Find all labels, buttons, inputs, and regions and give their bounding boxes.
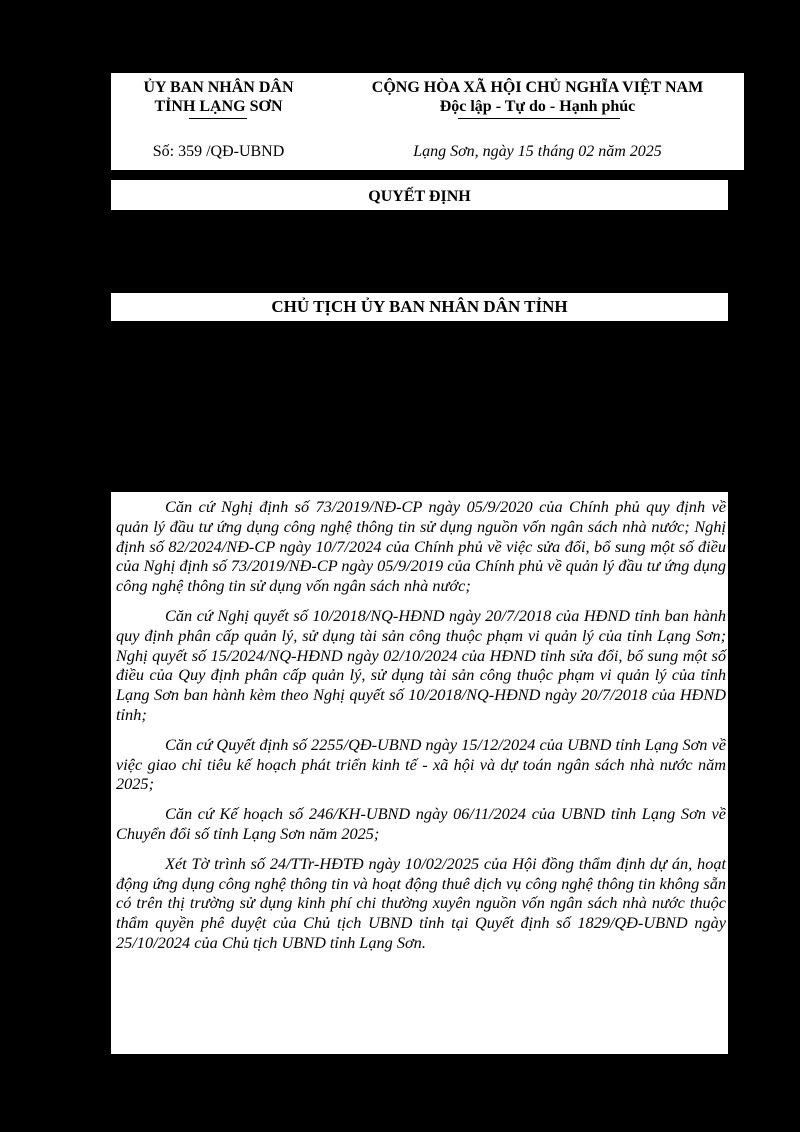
national-title: CỘNG HÒA XÃ HỘI CHỦ NGHĨA VIỆT NAM [371, 79, 704, 96]
legal-basis-paragraph: Xét Tờ trình số 24/TTr-HĐTĐ ngày 10/02/2025 của Hội đồng thẩm định dự án, hoạt động ứng dụng công nghệ thông tin và hoạt động thuê dịch vụ công nghệ thông tin không sẵn có trên thị trường sử dụng kinh phí chi thường xuyên nguồn vốn ngân sách nhà nước thuộc thẩm quyền phê duyệt của Chủ tịch UBND tỉnh tại Quyết định số 1829/QĐ-UBND ngày 25/10/2024 của Chủ tịch UBND tỉnh Lạng Sơn. [116, 853, 726, 952]
legal-basis-section [111, 492, 728, 1054]
motto-underline [458, 118, 620, 119]
legal-basis-paragraph: Căn cứ Quyết định số 2255/QĐ-UBND ngày 15/12/2024 của UBND tỉnh Lạng Sơn về việc giao chỉ tiêu kế hoạch phát triển kinh tế - xã hội và dự toán ngân sách nhà nước năm 2025; [116, 734, 726, 794]
national-motto: Độc lập - Tự do - Hạnh phúc [439, 98, 636, 115]
document-header [111, 73, 744, 170]
chairman-title-panel [111, 293, 728, 321]
legal-basis-text [116, 497, 726, 963]
legal-basis-paragraph: Căn cứ Kế hoạch số 246/KH-UBND ngày 06/11/2024 của UBND tỉnh Lạng Sơn về Chuyển đổi số tỉnh Lạng Sơn năm 2025; [116, 804, 726, 843]
decision-title: QUYẾT ĐỊNH [368, 188, 471, 205]
agency-underline [189, 118, 247, 119]
document-number: Số: 359 /QĐ-UBND [152, 143, 285, 160]
agency-name-line2: TỈNH LẠNG SƠN [154, 98, 283, 115]
legal-basis-paragraph: Căn cứ Nghị định số 73/2019/NĐ-CP ngày 05/9/2020 của Chính phủ quy định về quản lý đầu tư ứng dụng công nghệ thông tin sử dụng nguồn vốn ngân sách nhà nước; Nghị định số 82/2024/NĐ-CP ngày 10/7/2024 của Chính phủ về việc sửa đổi, bổ sung một số điều của Nghị định số 73/2019/NĐ-CP ngày 05/9/2019 của Chính phủ về quản lý đầu tư ứng dụng công nghệ thông tin sử dụng vốn ngân sách nhà nước; [116, 497, 726, 596]
legal-basis-paragraph: Căn cứ Nghị quyết số 10/2018/NQ-HĐND ngày 20/7/2018 của HĐND tỉnh ban hành quy định phân cấp quản lý, sử dụng tài sản công thuộc phạm vi quản lý của tỉnh Lạng Sơn; Nghị quyết số 15/2024/NQ-HĐND ngày 02/10/2024 của HĐND tỉnh sửa đổi, bổ sung một số điều của Quy định phân cấp quản lý, sử dụng tài sản công thuộc phạm vi quản lý của tỉnh Lạng Sơn ban hành kèm theo Nghị quyết số 10/2018/NQ-HĐND ngày 20/7/2018 của HĐND tỉnh; [116, 605, 726, 724]
agency-name-line1: ỦY BAN NHÂN DÂN [143, 79, 294, 96]
decision-title-panel [111, 180, 728, 210]
chairman-title: CHỦ TỊCH ỦY BAN NHÂN DÂN TỈNH [271, 297, 568, 316]
place-and-date: Lạng Sơn, ngày 15 tháng 02 năm 2025 [413, 143, 662, 160]
